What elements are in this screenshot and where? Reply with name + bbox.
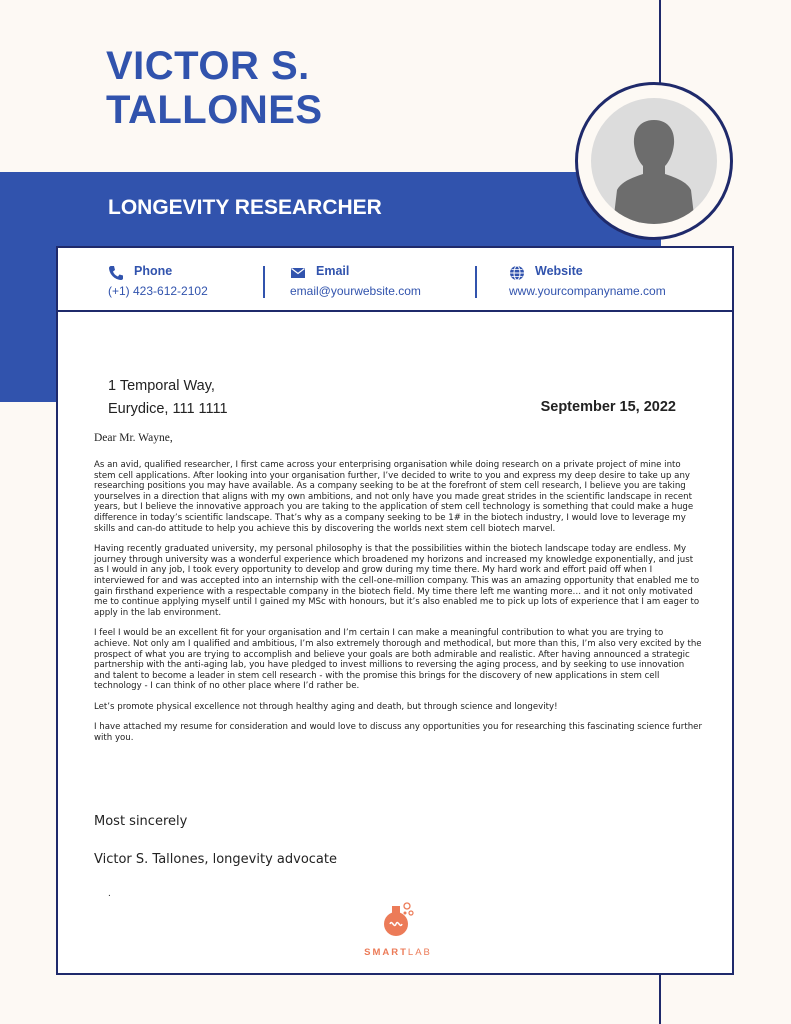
website-value[interactable]: www.yourcompanyname.com: [509, 284, 666, 298]
contact-separator: [263, 266, 265, 298]
contact-email: [290, 264, 421, 298]
sender-address: [108, 375, 228, 421]
phone-label: Phone: [134, 264, 173, 278]
contact-separator: [475, 266, 477, 298]
profile-photo: [591, 98, 717, 224]
phone-value[interactable]: (+1) 423-612-2102: [108, 284, 208, 298]
letter-date: September 15, 2022: [540, 399, 676, 415]
address-line-1: 1 Temporal Way,: [108, 378, 215, 394]
body-paragraph: Having recently graduated university, my personal philosophy is that the possibilities within the biotech landscape today are endless. My journey through university was a wonderful experience which broadened my horizons and increased my knowledge exponentially, and just as I would in any job, I took every opportunity to develop and grow during my time there. My hard work and effort paid off when I interviewed for and was accepted into an internship with the cell-one-million company. This was an amazing opportunity that enabled me to gain firsthand experience with a respectable company in the biotech field. My time there left me wanting more… and it not only motivated me to continue applying myself until I gained my MSc with honours, but it’s also enabled me to pick up lots of experience that I am eager to apply in the lab environment.: [94, 544, 700, 618]
name-line-1: VICTOR S.: [106, 44, 310, 88]
company-logo: [348, 900, 448, 958]
contact-website: [509, 264, 666, 298]
job-title: LONGEVITY RESEARCHER: [108, 196, 382, 219]
letter-body: [94, 460, 702, 754]
flask-logo-icon: [381, 900, 415, 940]
person-silhouette-icon: [591, 98, 717, 224]
letter-card: [56, 246, 734, 975]
signature: Victor S. Tallones, longevity advocate: [94, 852, 337, 867]
body-paragraph: I have attached my resume for consideration and would love to discuss any opportunities you for researching this fascinating science further with you.: [94, 722, 702, 744]
name-line-2: TALLONES: [106, 88, 323, 132]
contact-phone: [108, 264, 208, 298]
logo-wordmark: [348, 947, 448, 958]
profile-photo-frame: [575, 82, 733, 240]
body-paragraph: I feel I would be an excellent fit for your organisation and I’m certain I can make a meaningful contribution to what you are trying to achieve. Not only am I qualified and ambitious, I’m also extremely thorough and methodical, but more than this, I’m also very excited by the prospect of what you are trying to accomplish and believe your goals are both admirable and realistic. After having announced a strategic partnership with the anti-aging lab, you have pledged to invest millions to reversing the aging process, and by seeking to use innovation and talent to become a leader in stem cell research - with the promise this brings for the discovery of new applications in stem cell technology - I can think of no other place where I’d rather be.: [94, 628, 702, 692]
address-line-2: Eurydice, 111 1111: [108, 401, 228, 417]
phone-icon: [108, 265, 124, 281]
salutation: Dear Mr. Wayne,: [94, 432, 173, 444]
bottom-vertical-line: [659, 975, 661, 1024]
body-paragraph: As an avid, qualified researcher, I first came across your enterprising organisation while doing research on a private project of mine into stem cell applications. After looking into your organisation further, I’ve decided to write to you and express my deep desire to take up any researching positions you may have available. As a company seeking to be at the forefront of stem cell research, I believe you are taking yourselves in a direction that aligns with my own ambitions, and not only have you made great strides in the scientific landscape in recent years, but I believe the innovative approach you are taking to the application of stem cell technology is something that could make a huge difference in today’s scientific landscape. That’s why as a company seeking to be 1# in the biotech industry, I would love to leverage my skills and can-do attitude to help you achieve this by discovering the worlds next stem cell biotech marvel.: [94, 460, 694, 534]
email-value[interactable]: email@yourwebsite.com: [290, 284, 421, 298]
website-label: Website: [535, 264, 583, 278]
applicant-name: [106, 44, 323, 132]
body-paragraph: Let’s promote physical excellence not through healthy aging and death, but through science and longevity!: [94, 701, 558, 712]
logo-text-light: LAB: [407, 947, 432, 958]
contact-bar: [58, 248, 732, 312]
trailing-mark: .: [108, 888, 111, 899]
globe-icon: [509, 265, 525, 281]
email-label: Email: [316, 264, 350, 278]
logo-text-bold: SMART: [364, 947, 408, 958]
envelope-icon: [290, 265, 306, 281]
closing: Most sincerely: [94, 814, 188, 829]
